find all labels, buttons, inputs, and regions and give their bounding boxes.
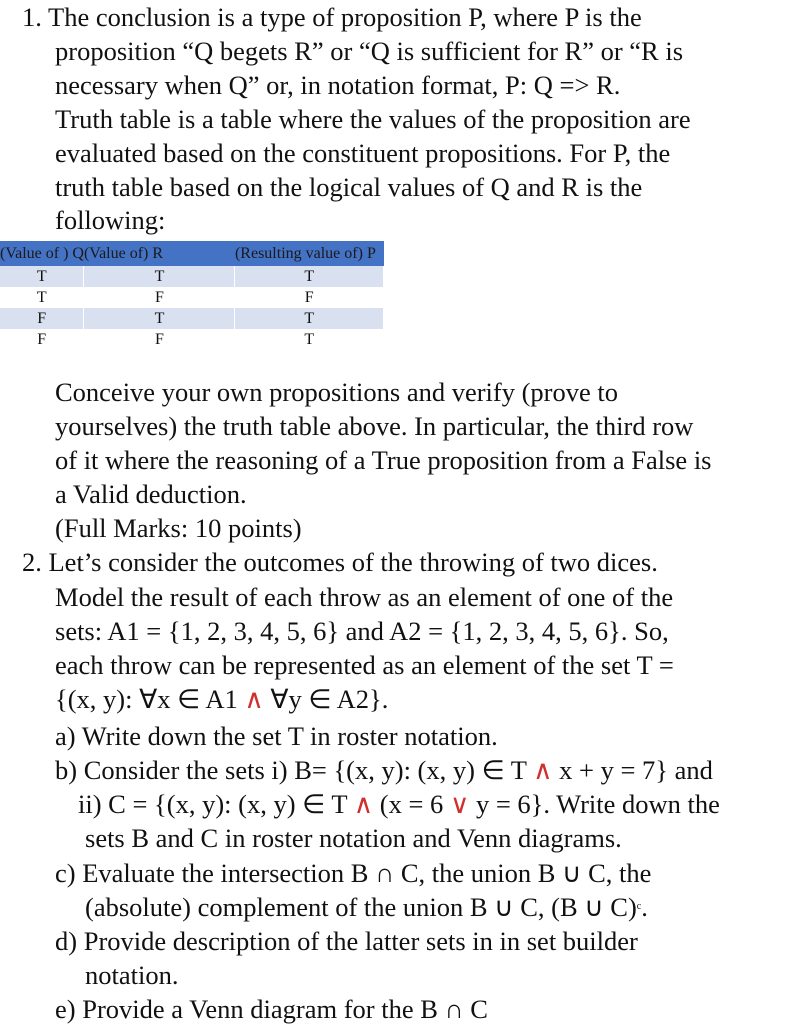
- q1-line: truth table based on the logical values of Q and R is the: [55, 172, 643, 202]
- q2-line: each throw can be represented as an element of the set T =: [55, 650, 674, 680]
- q1-line: following:: [55, 205, 166, 235]
- part-a: a) Write down the set T in roster notation.: [55, 721, 498, 751]
- q1-line: a Valid deduction.: [55, 479, 247, 509]
- cell: T: [235, 308, 384, 329]
- cell: T: [235, 266, 384, 287]
- and-symbol: ∧: [353, 789, 374, 819]
- q1-line: yourselves) the truth table above. In particular, the third row: [55, 411, 694, 441]
- part-b-line3: sets B and C in roster notation and Venn diagrams.: [85, 823, 622, 853]
- q1-line: evaluated based on the constituent propositions. For P, the: [55, 138, 671, 168]
- text: ∀y ∈ A2}.: [263, 684, 389, 714]
- table-row: [0, 329, 384, 350]
- cell: T: [0, 266, 84, 287]
- q1-line: 1. The conclusion is a type of proposition P, where P is the: [22, 2, 642, 32]
- complement-superscript: c: [636, 901, 642, 912]
- text: ii) C = {(x, y): (x, y) ∈ T: [78, 789, 354, 819]
- cell: T: [84, 308, 235, 329]
- table-row: [0, 266, 384, 287]
- cell: T: [0, 287, 84, 308]
- and-symbol: ∧: [244, 684, 264, 714]
- part-b: [55, 753, 713, 787]
- header-r: (Value of) R: [84, 241, 235, 266]
- cell: F: [84, 329, 235, 350]
- or-symbol: ∨: [449, 789, 470, 819]
- q2-line: 2. Let’s consider the outcomes of the throwing of two dices.: [22, 547, 658, 577]
- q1-line: necessary when Q” or, in notation format, P: Q => R.: [55, 70, 621, 100]
- cell: F: [84, 287, 235, 308]
- cell: F: [0, 308, 84, 329]
- q1-line: Conceive your own propositions and verify (prove to: [55, 377, 619, 407]
- header-p: (Resulting value of) P: [235, 241, 384, 266]
- cell: T: [235, 329, 384, 350]
- part-d-line2: notation.: [85, 960, 179, 990]
- q1-marks: (Full Marks: 10 points): [55, 513, 302, 543]
- truth-table: [0, 241, 384, 350]
- text: (absolute) complement of the union B ∪ C, (B ∪ C): [85, 892, 637, 922]
- part-b-line2: [78, 787, 720, 821]
- cell: T: [84, 266, 235, 287]
- text: b) Consider the sets i) B= {(x, y): (x, y) ∈ T: [55, 755, 534, 785]
- q1-line: of it where the reasoning of a True proposition from a False is: [55, 445, 712, 475]
- and-symbol: ∧: [533, 755, 553, 785]
- text: (x = 6: [373, 789, 450, 819]
- q1-line: proposition “Q begets R” or “Q is sufficient for R” or “R is: [55, 36, 684, 66]
- text: y = 6}. Write down the: [469, 789, 720, 819]
- cell: F: [0, 329, 84, 350]
- cell: F: [235, 287, 384, 308]
- table-row: [0, 308, 384, 329]
- text: {(x, y): ∀x ∈ A1: [55, 684, 245, 714]
- set-t-definition: [55, 682, 388, 716]
- part-c: c) Evaluate the intersection B ∩ C, the union B ∪ C, the: [55, 858, 652, 888]
- q2-line: sets: A1 = {1, 2, 3, 4, 5, 6} and A2 = {1, 2, 3, 4, 5, 6}. So,: [55, 616, 669, 646]
- text: .: [641, 892, 648, 922]
- q1-line: Truth table is a table where the values of the proposition are: [55, 104, 691, 134]
- header-q: (Value of ) Q: [0, 241, 84, 266]
- part-d: d) Provide description of the latter sets in in set builder: [55, 926, 638, 956]
- part-e: e) Provide a Venn diagram for the B ∩ C: [55, 994, 488, 1024]
- part-c-line2: [85, 890, 648, 924]
- q2-line: Model the result of each throw as an element of one of the: [55, 582, 674, 612]
- table-row: [0, 287, 384, 308]
- table-header-row: [0, 241, 384, 266]
- text: x + y = 7} and: [552, 755, 713, 785]
